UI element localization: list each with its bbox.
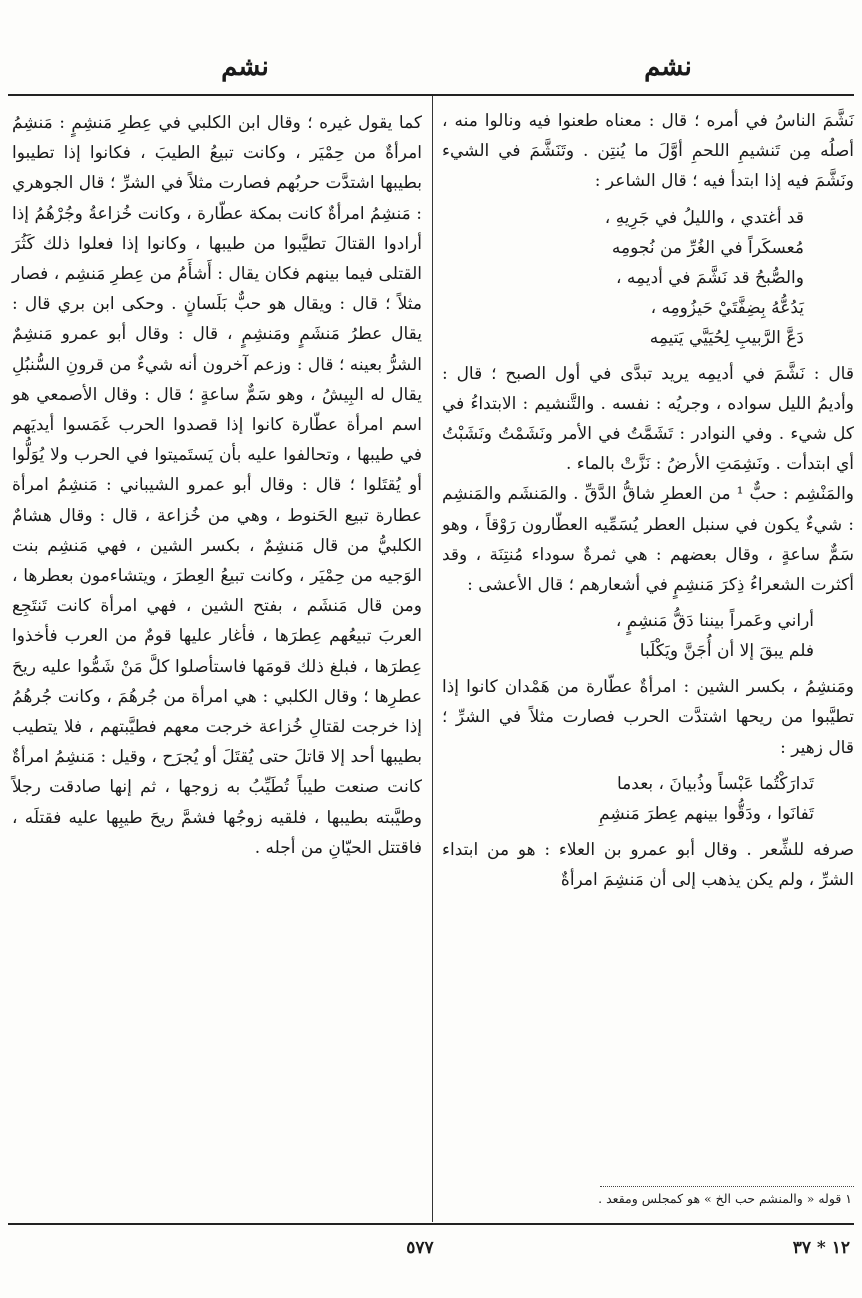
- header-entry-word-right: نشم: [644, 52, 692, 82]
- left-column: [12, 108, 422, 863]
- verse-block: قد أغتدي ، والليلُ في جَرِيهِ ، مُعسكَراً في الغُرِّ من نُجومِه والصُّبحُ قد نَشَّمَ في أديمِه ، يَدُعُّهُ بِضِفَّتَيْ حَيزُومِه ، دَعَّ الرَّبيبِ لِحُيَيَّي يَتيمِه: [604, 207, 804, 348]
- verse-block: أراني وعَمراً بيننا دَقُّ مَنشِمٍ ، فلم يبقَ إلا أن أُجَنَّ ويَكْلَبا: [615, 611, 814, 662]
- header-entry-word-left: نشم: [221, 52, 269, 82]
- right-column: [442, 106, 854, 895]
- bottom-rule: [8, 1223, 854, 1225]
- paragraph: صرفه للشِّعر . وقال أبو عمرو بن العلاء : هو من ابتداء الشرِّ ، ولم يكن يذهب إلى أن مَنشِمَ امرأةٌ: [442, 839, 854, 891]
- paragraph: نَشَّمَ الناسُ في أمره ؛ قال : معناه طعنوا فيه ونالوا منه ، أصلُه مِن تَنشيمِ اللحمِ أوَّلَ ما يُنتِن . وتَنَشَّمَ في الشيء ونَشَّمَ فيه إذا ابتدأ فيه ؛ قال الشاعر :: [442, 111, 854, 192]
- footnote-rule: [600, 1186, 854, 1187]
- paragraph: قال : نَشَّمَ في أديمِه يريد تبدَّى في أول الصبح ؛ قال : وأديمُ الليل سواده ، وجريُه : نفسه . والتَّنشيم : الابتداءُ في كل شيء . وفي النوادر : تَشَمَّتُ في الأمر ونَشَمْتُ ونَشَبْتُ أي ابتدأت . ونَشِمَتِ الأرضُ : نَزَّتْ بالماء .: [442, 363, 854, 475]
- column-divider: [432, 96, 433, 1222]
- top-rule: [8, 94, 854, 96]
- printer-signature: ١٢ * ٣٧: [792, 1238, 850, 1258]
- paragraph: كما يقول غيره ؛ وقال ابن الكلبي في عِطرِ مَنشِمٍ : مَنشِمُ امرأةٌ من حِمْيَر ، وكانت تبيعُ الطيبَ ، فكانوا إذا تطيبوا بطيبها اشتدَّت حربُهم فصارت مثلاً في الشرِّ ؛ قال الجوهري : مَنشِمُ امرأةٌ كانت بمكة عطّارة ، وكانت خُزاعةُ وجُرْهُمُ إذا أرادوا القتالَ تطيَّبوا من طيبها ، وكانوا إذا فعلوا ذلك كَثُرَ القتلى فيما بينهم فكان يقال : أَشأَمُ من عِطرِ مَنشِم ، فصار مثلاً ؛ قال : ويقال هو حبٌّ بَلَسانٍ . وحكى ابن بري قال : يقال عطرُ مَنشَمٍ ومَنشِمٍ ، قال : وقال أبو عمرو مَنشِمٌ الشرُّ بعينه ؛ قال : وزعم آخرون أنه شيءٌ من قرونِ السُّنبُلِ يقال له البِيشُ ، وهو سَمٌّ ساعةٍ ؛ قال : وقال الأصمعي هو اسم امرأة عطّارة كانوا إذا قصدوا الحرب غَمَسوا أيديَهم في طيبها ، وتحالفوا عليه بأن يَستَميتوا في الحرب ولا يُوَلُّوا أو يُقتَلوا ؛ قال : وقال أبو عمرو الشيباني : مَنشِمُ امرأة عطارة تبيع الحَنوط ، وهي من خُزاعة ، قال : وقال هشامٌ الكلبيُّ من قال مَنشِمٌ ، بكسر الشين ، فهي مَنشِم بنت الوَجيه من حِمْيَر ، وكانت تبيعُ العِطرَ ، ويتشاءمون بعطرها ، ومن قال مَنشَم ، بفتح الشين ، فهي امرأة كانت تَنتَجِع العربَ تبيعُهم عِطرَها ، فأغار عليها قومٌ من العرب فأخذوا عِطرَها ، فبلغ ذلك قومَها فاستأصلوا كلَّ مَنْ شَمُّوا عليه ريحَ عطرِها ؛ وقال الكلبي : هي امرأة من جُرهُمَ ، وكانت جُرهُمُ إذا خرجت لقتالِ خُزاعة خرجت معهم فطيَّبتهم ، فلا يتطيب بطيبها أحد إلا قاتلَ حتى يُقتَلَ أو يُجرَح ، وقيل : مَنشِمُ امرأةٌ كانت صنعت طيباً تُطَيِّبُ به زوجها ، ثم إنها صادقت رجلاً وطيَّبته بطيبها ، فلقيه زوجُها فشمَّ ريحَ طيبِها عليه فقتلَه ، فاقتتل الحيّانِ من أجله .: [12, 113, 422, 858]
- paragraph: ومَنشِمُ ، بكسر الشين : امرأةٌ عطّارة من هَمْدان كانوا إذا تطيَّبوا من ريحها اشتدَّت الحرب فصارت مثلاً في الشرِّ ؛ قال زهير :: [442, 677, 854, 758]
- paragraph: والمَنْشِم : حبٌّ ¹ من العطرِ شاقُّ الدَّقِّ . والمَنشَم والمَنشِم : شيءٌ يكون في سنبل العطر يُسَمِّيه العطّارون رَوْقاً ، وهو سَمٌّ ساعةٍ ، وقال بعضهم : هي ثمرةٌ سوداء مُنتِنَة ، وقد أكثرت الشعراءُ ذِكرَ مَنشِمٍ في أشعارهم ؛ قال الأعشى :: [442, 484, 854, 596]
- verse-block: تَدارَكْتُما عَبْساً وذُبيانَ ، بعدما تَفانَوا ، ودَقُّوا بينهم عِطرَ مَنشِمِ: [599, 773, 814, 824]
- footnote: ١ قوله « والمنشم حب الخ » هو كمجلس ومقعد .: [598, 1191, 852, 1206]
- page-number: ٥٧٧: [406, 1238, 434, 1258]
